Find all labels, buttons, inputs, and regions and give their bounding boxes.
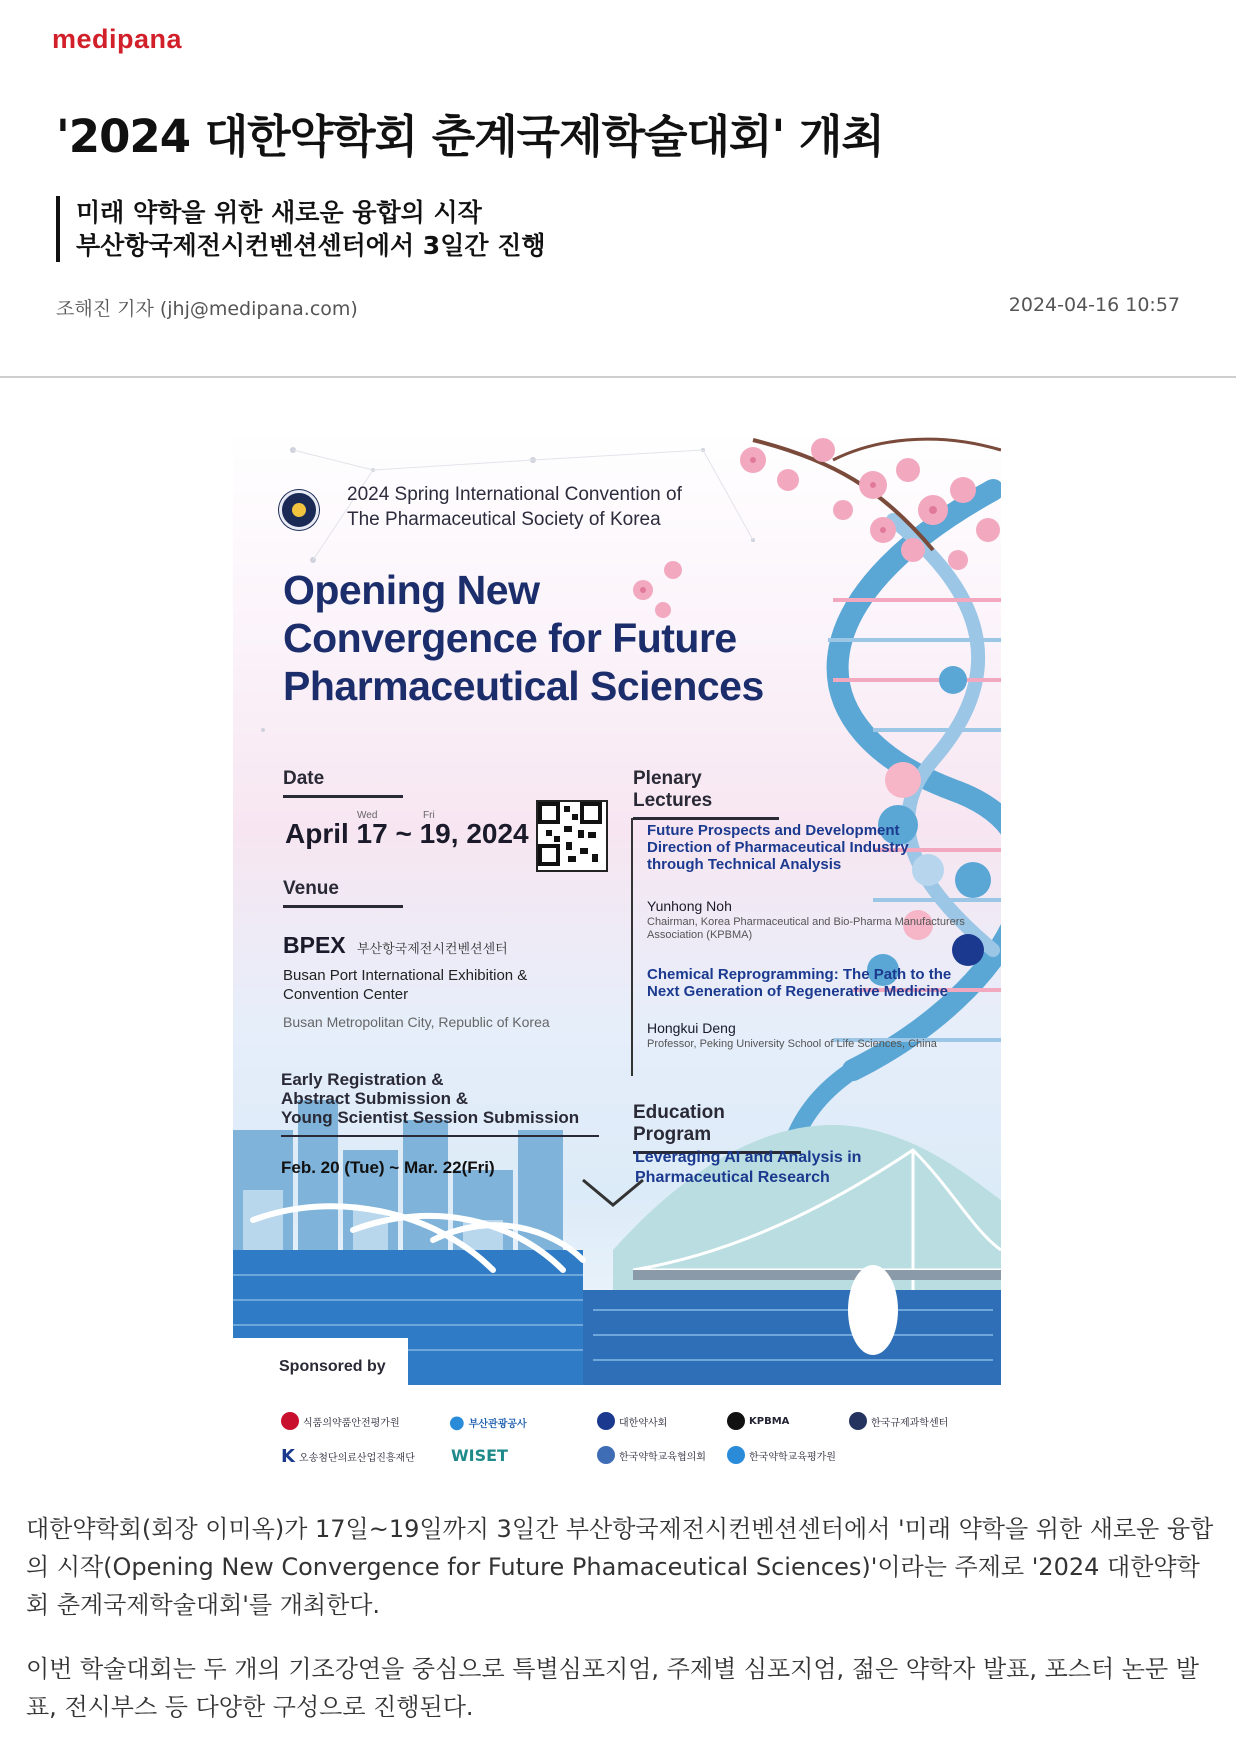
- article-subheadline: [56, 196, 546, 262]
- poster-main-title: [283, 566, 903, 710]
- qr-code: [536, 800, 608, 872]
- poster-title-line: Convergence for Future: [283, 615, 737, 661]
- sponsor-emblem-icon: [597, 1446, 615, 1464]
- poster-convention-line: The Pharmaceutical Society of Korea: [347, 509, 661, 530]
- poster-education-label: Education Program: [633, 1102, 801, 1154]
- poster-registration-line: Abstract Submission &: [281, 1089, 469, 1108]
- poster-registration-rule: [281, 1135, 599, 1137]
- sponsor-name: 대한약사회: [619, 1417, 668, 1429]
- article-paragraph: 대한약학회(회장 이미옥)가 17일~19일까지 3일간 부산항국제전시컨벤션센터에서 '미래 약학을 위한 새로운 융합의 시작(Opening New Convergence for Future Phamaceutical Sciences)'이라는 주제로 '2024 대한약학회 춘계국제학술대회'를 개최한다.: [26, 1515, 1214, 1619]
- poster-venue-full: Busan Port International Exhibition & Convention Center: [283, 967, 528, 1003]
- sponsor-name: WISET: [451, 1446, 508, 1465]
- sponsor-name: 식품의약품안전평가원: [303, 1417, 400, 1429]
- sponsor-logo: [597, 1412, 667, 1430]
- poster-registration-label: [281, 1070, 601, 1127]
- sponsor-logo: [451, 1446, 508, 1465]
- sponsor-name: 한국규제과학센터: [871, 1417, 949, 1429]
- poster-venue-code: BPEX: [283, 932, 346, 958]
- poster-registration-line: Young Scientist Session Submission: [281, 1108, 580, 1127]
- lecture-speaker: Yunhong Noh: [647, 898, 732, 914]
- header-divider: [0, 376, 1236, 378]
- article-datetime: 2024-04-16 10:57: [1008, 294, 1180, 316]
- site-logo[interactable]: medipana: [52, 24, 183, 54]
- sponsor-name: 한국약학교육협의회: [619, 1451, 706, 1463]
- sponsor-emblem-icon: [597, 1412, 615, 1430]
- poster-venue-city: Busan Metropolitan City, Republic of Korea: [283, 1014, 550, 1030]
- poster-day-end: Fri: [423, 810, 435, 821]
- poster-title-line: Pharmaceutical Sciences: [283, 663, 764, 709]
- poster-convention-name: [347, 482, 767, 532]
- lecture-speaker: Hongkui Deng: [647, 1020, 736, 1036]
- sponsor-logo: [849, 1412, 948, 1430]
- lecture-affiliation: Chairman, Korea Pharmaceutical and Bio-Pharma Manufacturers Association (KPBMA): [647, 916, 965, 941]
- sponsor-name: KPBMA: [749, 1415, 790, 1427]
- subheadline-line: 미래 약학을 위한 새로운 융합의 시작: [76, 198, 482, 227]
- sponsor-logos: [233, 1398, 1001, 1478]
- sponsor-logo: [727, 1412, 789, 1430]
- psk-seal-logo: [279, 490, 319, 530]
- poster-venue-korean: 부산항국제전시컨벤션센터: [357, 942, 508, 957]
- poster-date-value: April 17 ~ 19, 2024: [285, 818, 529, 849]
- sponsor-emblem-icon: [727, 1412, 745, 1430]
- article-headline: '2024 대한약학회 춘계국제학술대회' 개최: [56, 110, 884, 163]
- sponsor-emblem-icon: [281, 1412, 299, 1430]
- subheadline-line: 부산항국제전시컨벤션센터에서 3일간 진행: [76, 231, 546, 260]
- poster-sponsored-label: Sponsored by: [279, 1358, 386, 1375]
- conference-poster-image: [233, 430, 1001, 1385]
- poster-registration-period: Feb. 20 (Tue) ~ Mar. 22(Fri): [281, 1158, 495, 1177]
- sponsor-emblem-icon: [849, 1412, 867, 1430]
- poster-education-text: Leveraging AI and Analysis in Pharmaceutical Research: [635, 1149, 862, 1186]
- sponsor-name: 부산관광공사: [468, 1419, 527, 1430]
- sponsor-name: 한국약학교육평가원: [749, 1451, 836, 1463]
- poster-registration-line: Early Registration &: [281, 1070, 444, 1089]
- poster-convention-line: 2024 Spring International Convention of: [347, 484, 682, 505]
- poster-day-start: Wed: [357, 810, 378, 821]
- sponsor-logo: [597, 1446, 706, 1464]
- article-paragraph: 이번 학술대회는 두 개의 기조강연을 중심으로 특별심포지엄, 주제별 심포지엄, 젊은 약학자 발표, 포스터 논문 발표, 전시부스 등 다양한 구성으로 진행된다.: [26, 1655, 1199, 1721]
- lecture-title: Future Prospects and Development Direction of Pharmaceutical Industry through Technical Analysis: [647, 822, 909, 873]
- sponsor-name: 오송첨단의료산업진흥재단: [298, 1453, 415, 1464]
- plenary-lecture-list: [631, 818, 973, 1076]
- poster-venue-label: Venue: [283, 878, 403, 908]
- poster-title-line: Opening New: [283, 567, 540, 613]
- lecture-affiliation: Professor, Peking University School of Life Sciences, China: [647, 1038, 937, 1050]
- article-byline[interactable]: 조해진 기자 (jhj@medipana.com): [56, 298, 358, 320]
- sponsor-logo: [281, 1446, 415, 1467]
- sponsor-logo: [281, 1412, 400, 1430]
- bto-logo-icon: ●: [449, 1412, 465, 1433]
- poster-plenary-label: Plenary Lectures: [633, 768, 779, 820]
- sponsor-logo: [449, 1412, 527, 1433]
- sponsor-emblem-icon: [727, 1446, 745, 1464]
- k-bio-logo-icon: K: [281, 1446, 295, 1467]
- sponsor-logo: [727, 1446, 836, 1464]
- lecture-title: Chemical Reprogramming: The Path to the Next Generation of Regenerative Medicine: [647, 966, 952, 1000]
- poster-date-label: Date: [283, 768, 403, 798]
